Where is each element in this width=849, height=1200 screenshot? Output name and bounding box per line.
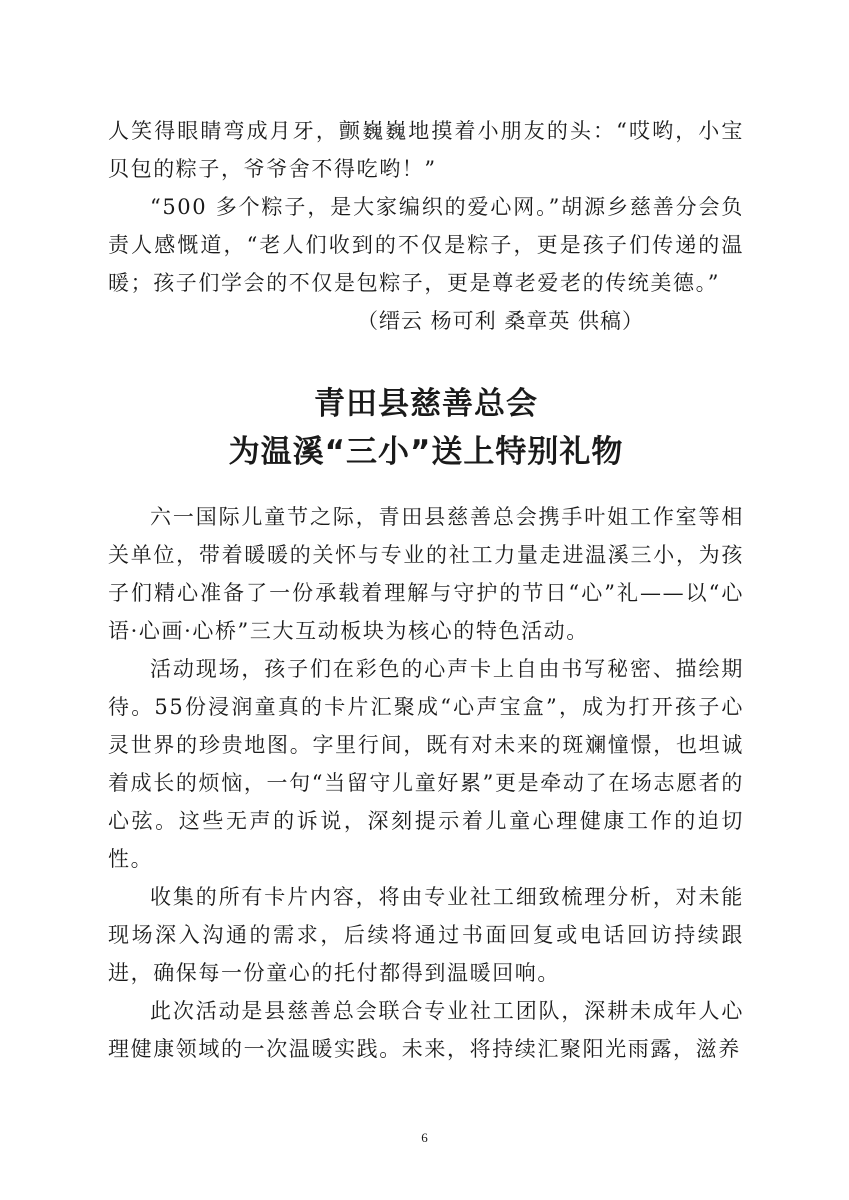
article-title-line-2: 为温溪“三小”送上特别礼物	[228, 434, 624, 470]
document-page	[108, 112, 744, 1068]
paragraph-2: 活动现场，孩子们在彩色的心声卡上自由书写秘密、描绘期待。55份浸润童真的卡片汇聚成“心声宝盒”，成为打开孩子心灵世界的珍贵地图。字里行间，既有对未来的斑斓憧憬，也坦诚着成长的烦恼，一句“当留守儿童好累”更是牵动了在场志愿者的心弦。这些无声的诉说，深刻提示着儿童心理健康工作的迫切性。	[108, 657, 744, 871]
paragraph-1: 六一国际儿童节之际，青田县慈善总会携手叶姐工作室等相关单位，带着暖暖的关怀与专业的社工力量走进温溪三小，为孩子们精心准备了一份承载着理解与守护的节日“心”礼——以“心语·心画·心桥”三大互动板块为核心的特色活动。	[108, 505, 744, 643]
paragraph-continued: 人笑得眼睛弯成月牙，颤巍巍地摸着小朋友的头：“哎哟，小宝贝包的粽子，爷爷舍不得吃哟！”	[108, 119, 744, 181]
article-title-line-1: 青田县慈善总会	[314, 386, 538, 422]
article-title	[108, 380, 744, 476]
paragraph-quote: “500 多个粽子，是大家编织的爱心网。”胡源乡慈善分会负责人感慨道，“老人们收到的不仅是粽子，更是孩子们传递的温暖；孩子们学会的不仅是包粽子，更是尊老爱老的传统美德。”	[108, 195, 744, 295]
article-credit: （缙云 杨可利 桑章英 供稿）	[356, 309, 644, 333]
paragraph-3: 收集的所有卡片内容，将由专业社工细致梳理分析，对未能现场深入沟通的需求，后续将通过书面回复或电话回访持续跟进，确保每一份童心的托付都得到温暖回响。	[108, 885, 744, 985]
page-number: 6	[421, 1130, 428, 1145]
paragraph-4: 此次活动是县慈善总会联合专业社工团队，深耕未成年人心理健康领域的一次温暖实践。未来，将持续汇聚阳光雨露，滋养	[108, 999, 744, 1061]
